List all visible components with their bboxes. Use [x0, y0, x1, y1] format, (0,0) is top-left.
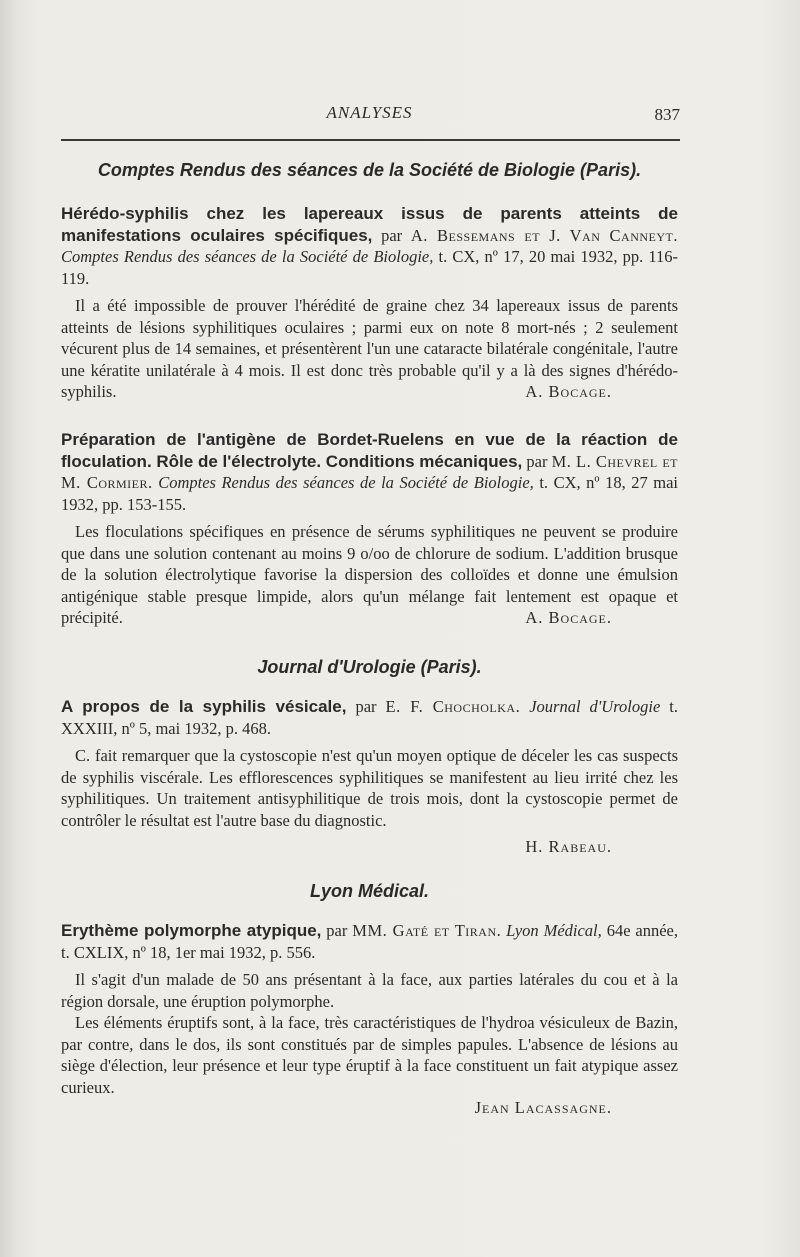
- entry-authors: E. F. Chocholka.: [385, 697, 521, 716]
- entry-text-2: Les éléments éruptifs sont, à la face, très caractéristiques de l'hydroa vésiculeux de Bazin, par contre, dans le dos, ils sont constitués par de simples papules. L'absence de lésions au siège d'élection, leur présence et leur type éruptif à la face constituent un fait atypique assez curieux.: [61, 1013, 678, 1097]
- entry-citation: t. CX, nº 17, 20 mai 1932, pp. 116-119.: [61, 247, 679, 288]
- page-number: 837: [654, 105, 680, 124]
- header-rule: [61, 139, 680, 141]
- entry-source: Journal d'Urologie: [529, 697, 661, 716]
- entry-signature: Jean Lacassagne.: [474, 1098, 612, 1117]
- entry-authors: MM. Gaté et Tiran.: [352, 921, 502, 940]
- entry-by: par: [355, 697, 377, 716]
- entry-signature: A. Bocage.: [525, 608, 612, 627]
- entry-citation: 64e année, t. CXLIX, nº 18, 1er mai 1932, p. 556.: [61, 921, 679, 962]
- entry-reference: [61, 696, 678, 739]
- abstract-entry: [61, 696, 678, 857]
- page-header: [61, 103, 678, 133]
- entry-text-content: Il a été impossible de prouver l'hérédité de graine chez 34 lapereaux issus de parents atteints de lésions syphilitiques oculaires ; parmi eux on note 8 mort-nés ; 2 seulement vécurent plus de 14 semaines, et présentèrent l'un une cataracte bilatérale congénitale, l'autre une kératite unilatérale à 4 mois. Il est donc très probable qu'il y a là des signes d'hérédo-syphilis.: [61, 296, 678, 401]
- journal-title: Lyon Médical.: [309, 881, 430, 901]
- entry-source: Lyon Médical,: [506, 921, 602, 940]
- entry-reference: [61, 920, 678, 963]
- entry-source: Comptes Rendus des séances de la Société de Biologie,: [158, 473, 534, 492]
- abstract-entry: [61, 203, 678, 403]
- journal-heading: [61, 657, 678, 678]
- entry-text: Il s'agit d'un malade de 50 ans présentant à la face, aux parties latérales du cou et à la région dorsale, une éruption polymorphe.: [61, 970, 678, 1011]
- entry-citation: t. CX, nº 18, 27 mai 1932, pp. 153-155.: [61, 473, 679, 514]
- entry-title: Hérédo-syphilis chez les lapereaux issus de parents atteints de manifestations oculaires spécifiques,: [61, 204, 678, 245]
- entry-source: Comptes Rendus des séances de la Société de Biologie,: [61, 247, 434, 266]
- entry-reference: [61, 203, 678, 289]
- running-title: ANALYSES: [326, 103, 413, 122]
- entry-authors: A. Bessemans et J. Van Canneyt.: [410, 225, 679, 245]
- journal-title: Journal d'Urologie (Paris).: [257, 657, 482, 677]
- entry-title: Erythème polymorphe atypique,: [61, 921, 322, 940]
- entry-title: Préparation de l'antigène de Bordet-Ruelens en vue de la réaction de floculation. Rôle de l'électrolyte. Conditions mécaniques,: [61, 430, 678, 471]
- entry-title: A propos de la syphilis vésicale,: [61, 697, 347, 716]
- entry-reference: [61, 429, 678, 515]
- journal-heading: [61, 160, 678, 181]
- entry-citation: t. XXXIII, nº 5, mai 1932, p. 468.: [61, 697, 678, 738]
- journal-title: Comptes Rendus des séances de la Société de Biologie (Paris).: [97, 160, 642, 180]
- entry-authors: M. L. Chevrel et M. Cormier.: [61, 451, 679, 492]
- entry-signature: H. Rabeau.: [525, 837, 612, 856]
- entry-by: par: [326, 921, 348, 940]
- entry-text: [61, 295, 678, 403]
- abstract-entry: [61, 429, 678, 629]
- entry-signature: A. Bocage.: [525, 382, 612, 401]
- journal-heading: [61, 881, 678, 902]
- entry-text-content: Les floculations spécifiques en présence de sérums syphilitiques ne peuvent se produire que dans une solution contenant au moins 9 o/oo de chlorure de sodium. L'addition brusque de la solution électrolytique favorise la dispersion des colloïdes et donne une émulsion antigénique stable presque limpide, alors qu'un mélange fait lentement est opaque et précipité.: [61, 522, 678, 627]
- entry-text: [61, 521, 678, 629]
- abstract-entry: [61, 920, 678, 1118]
- entry-text: C. fait remarquer que la cystoscopie n'est qu'un moyen optique de déceler les cas suspects de syphilis viscérale. Les efflorescences syphilitiques se manifestent au lieu irrité chez les syphilitiques. Un traitement antisyphilitique de trois mois, dont la cystoscopie permet de contrôler le résultat est l'autre base du diagnostic.: [61, 746, 678, 830]
- entry-by: par: [526, 451, 548, 471]
- entry-by: par: [381, 225, 403, 245]
